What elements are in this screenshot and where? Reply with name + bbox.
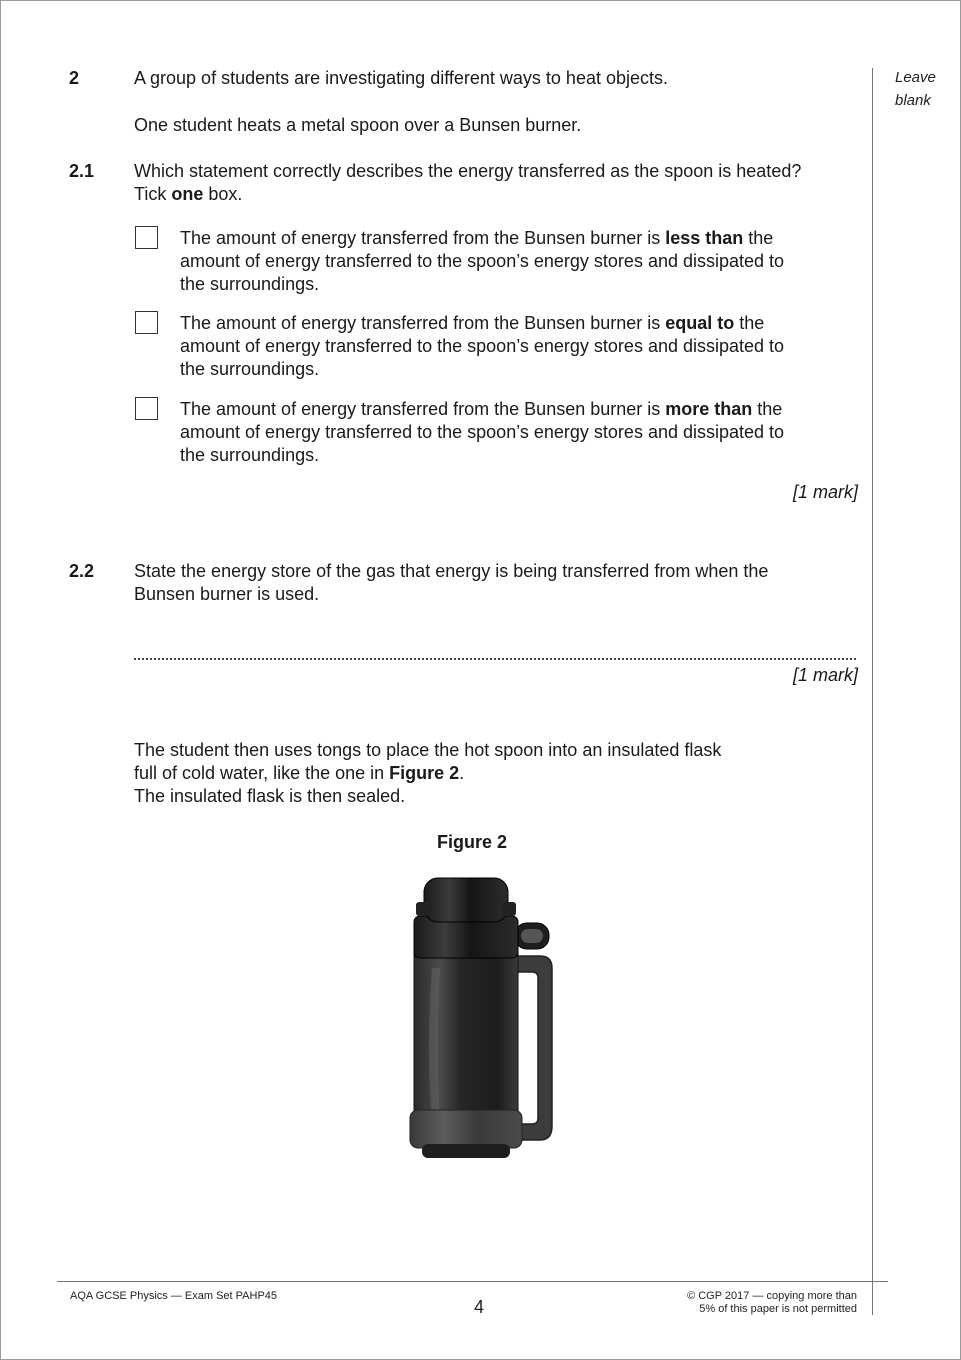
passage-line1: The student then uses tongs to place the hot spoon into an insulated flask	[134, 740, 722, 760]
figure-reference: Figure 2	[389, 763, 460, 783]
insulated-flask-image	[380, 868, 580, 1168]
option-2-line1: The amount of energy transferred from the Bunsen burner is	[180, 313, 666, 333]
passage-line2-start: full of cold water, like the one in	[134, 763, 390, 783]
question-2-2-line2: Bunsen burner is used.	[134, 584, 320, 604]
footer-copyright	[650, 1290, 857, 1316]
option-1-line1: The amount of energy transferred from the Bunsen burner is	[180, 228, 666, 248]
option-2-line3: the surroundings.	[180, 359, 320, 379]
option-1-line3: the surroundings.	[180, 274, 320, 294]
footer-exam-set: AQA GCSE Physics — Exam Set PAHP45	[70, 1290, 278, 1302]
figure-title-text: Figure 2	[436, 832, 507, 852]
copyright-line1: © CGP 2017 — copying more than	[687, 1290, 857, 1302]
option-2-text	[180, 312, 850, 381]
page-number: 4	[474, 1297, 485, 1317]
question-2-2-line1: State the energy store of the gas that energy is being transferred from when the	[134, 561, 769, 581]
option-1-line2: amount of energy transferred to the spoon’s energy stores and dissipated to	[180, 251, 785, 271]
answer-line[interactable]	[134, 644, 856, 660]
tick-suffix: box.	[203, 184, 243, 204]
leave-blank-line1: Leave	[895, 69, 936, 86]
option-2-line1-end: the	[734, 313, 765, 333]
option-3-line1: The amount of energy transferred from the Bunsen burner is	[180, 399, 666, 419]
tick-prefix: Tick	[134, 184, 172, 204]
option-2-checkbox[interactable]	[135, 311, 158, 334]
copyright-line2: 5% of this paper is not permitted	[699, 1303, 857, 1315]
margin-rule	[872, 68, 873, 1315]
option-3-line1-end: the	[752, 399, 783, 419]
option-2-keyword: equal to	[665, 313, 735, 333]
question-2-2-number: 2.2	[69, 561, 95, 581]
tick-count: one	[171, 184, 204, 204]
question-2-2-mark: [1 mark]	[792, 665, 858, 685]
question-2-context: One student heats a metal spoon over a Bunsen burner.	[134, 115, 582, 135]
tick-instruction	[134, 183, 242, 206]
passage-line2-end: .	[459, 763, 465, 783]
question-2-number: 2	[69, 68, 80, 88]
option-1-checkbox[interactable]	[135, 226, 158, 249]
option-1-text	[180, 227, 850, 296]
option-2-line2: amount of energy transferred to the spoon’s energy stores and dissipated to	[180, 336, 785, 356]
option-3-keyword: more than	[665, 399, 753, 419]
question-2-1-mark: [1 mark]	[792, 482, 858, 502]
option-3-text	[180, 398, 850, 467]
question-2-1-text: Which statement correctly describes the energy transferred as the spoon is heated?	[134, 161, 802, 181]
footer-rule	[57, 1281, 888, 1282]
passage-line2	[134, 762, 464, 785]
option-3-line3: the surroundings.	[180, 445, 320, 465]
leave-blank-label	[895, 66, 936, 112]
leave-blank-line2: blank	[895, 92, 931, 109]
question-2-intro: A group of students are investigating different ways to heat objects.	[134, 68, 668, 88]
option-3-line2: amount of energy transferred to the spoon’s energy stores and dissipated to	[180, 422, 785, 442]
option-1-line1-end: the	[743, 228, 774, 248]
option-3-checkbox[interactable]	[135, 397, 158, 420]
option-1-keyword: less than	[665, 228, 744, 248]
figure-title	[0, 832, 961, 853]
passage-line3: The insulated flask is then sealed.	[134, 786, 406, 806]
question-2-1-number: 2.1	[69, 161, 95, 181]
